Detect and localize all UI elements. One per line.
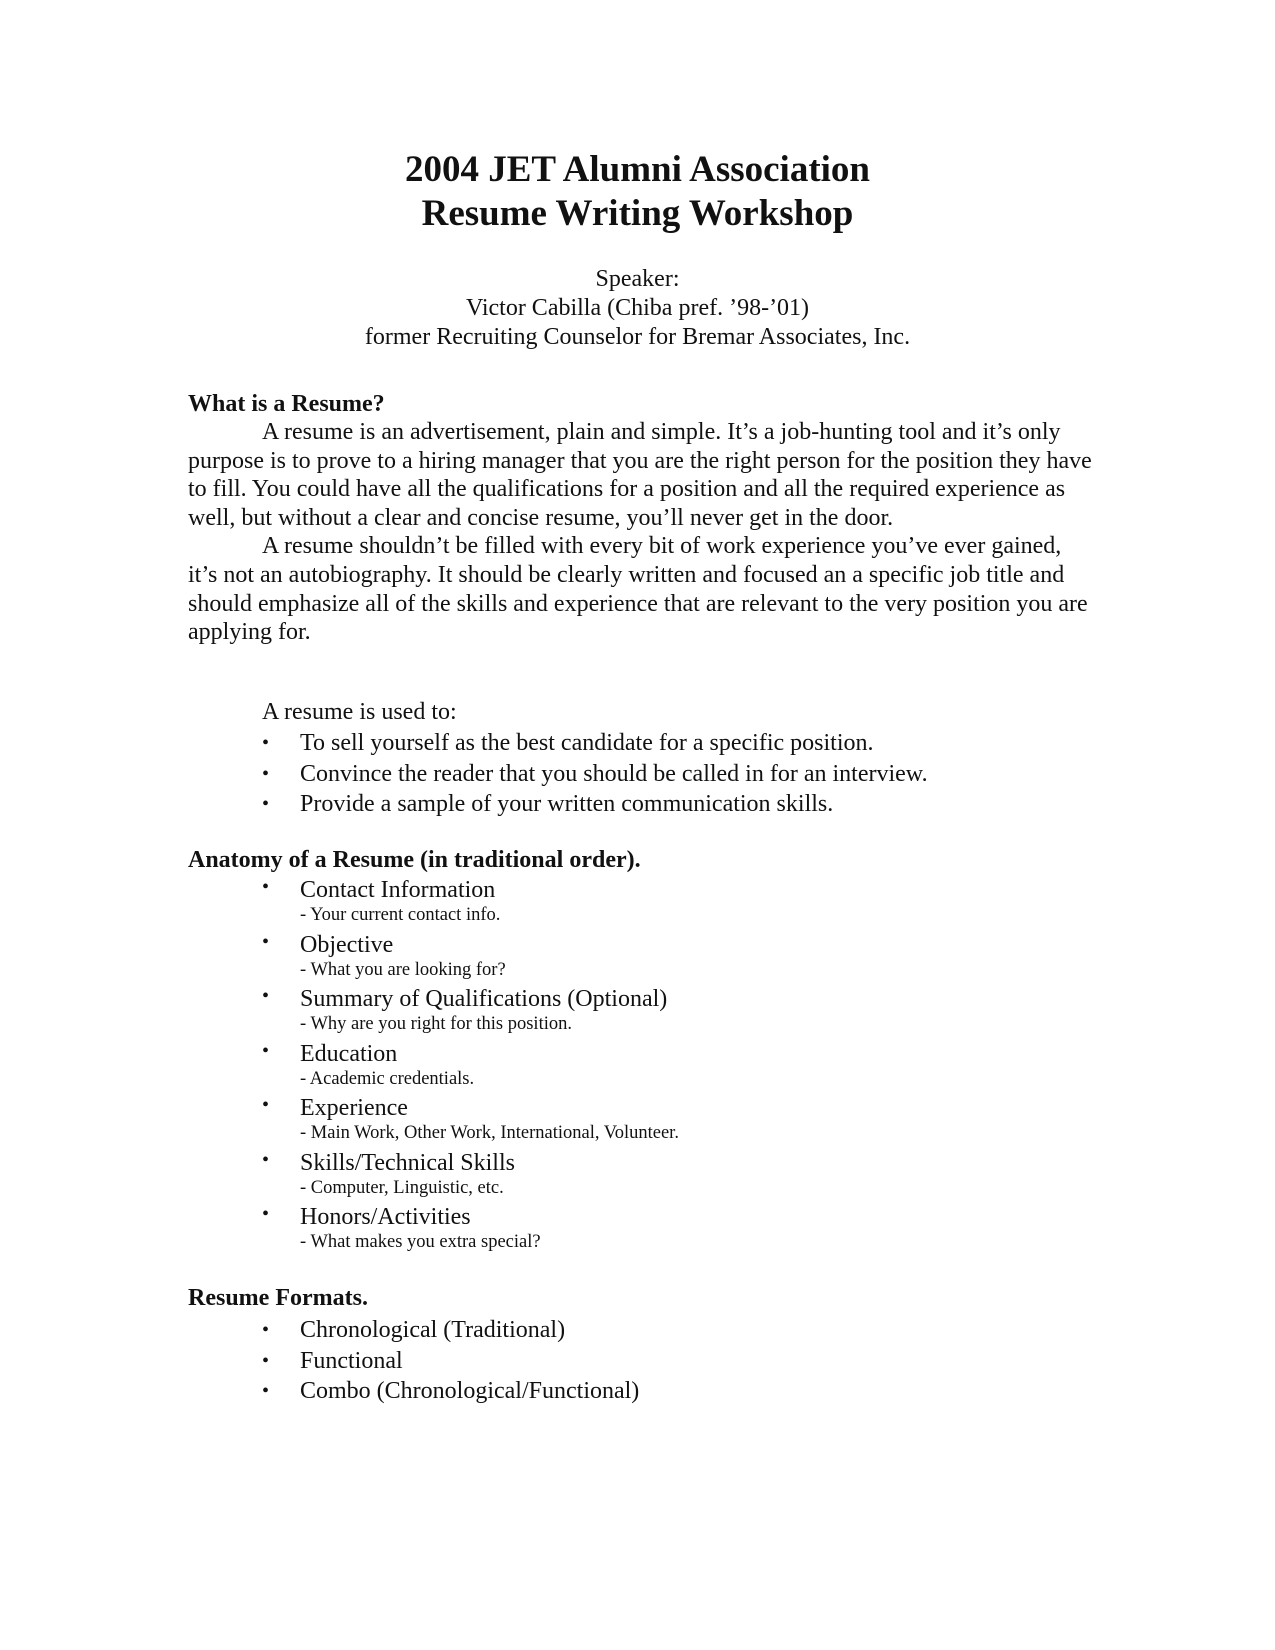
formats-list	[262, 1315, 1082, 1407]
section-heading: What is a Resume?	[188, 391, 385, 417]
title-line-2: Resume Writing Workshop	[421, 193, 854, 234]
list-item: • Functional	[262, 1346, 1082, 1377]
bullet-dot-icon: •	[262, 732, 270, 754]
bullet-dot-icon: •	[262, 1349, 270, 1372]
bullet-dot-icon: •	[262, 1380, 270, 1402]
list-item: • Skills/Technical Skills - Computer, Linguistic, etc.	[262, 1148, 515, 1198]
section-heading: Anatomy of a Resume (in traditional order).	[188, 847, 641, 873]
bullet-dot-icon: •	[262, 930, 270, 953]
uses-list	[262, 728, 1082, 820]
title-line-1: 2004 JET Alumni Association	[404, 149, 870, 190]
bullet-dot-icon: •	[262, 876, 270, 898]
speaker-name: Victor Cabilla (Chiba pref. ’98-’01)	[465, 295, 810, 321]
speaker-label: Speaker:	[595, 266, 680, 292]
section-heading: Resume Formats.	[188, 1285, 368, 1311]
section-what-is-resume	[188, 390, 1093, 647]
list-item: • Provide a sample of your written communication skills.	[262, 789, 1082, 820]
bullet-dot-icon: •	[262, 1203, 270, 1225]
bullet-dot-icon: •	[262, 1319, 270, 1341]
list-item: • Summary of Qualifications (Optional) - Why are you right for this position.	[262, 985, 668, 1034]
speaker-info	[0, 265, 1275, 352]
speaker-role: former Recruiting Counselor for Bremar Associates, Inc.	[364, 324, 911, 350]
list-item: • Chronological (Traditional)	[262, 1315, 1082, 1346]
list-item: • Objective - What you are looking for?	[262, 930, 506, 980]
list-item: • Education - Academic credentials.	[262, 1039, 475, 1089]
list-item: • To sell yourself as the best candidate for a specific position.	[262, 728, 1082, 759]
list-item: • Honors/Activities - What makes you extra special?	[262, 1203, 541, 1252]
uses-intro: A resume is used to:	[262, 699, 457, 725]
anatomy-list	[262, 876, 1082, 1258]
bullet-dot-icon: •	[262, 1094, 270, 1116]
list-item: • Contact Information - Your current contact info.	[262, 876, 501, 925]
section-anatomy	[188, 846, 1093, 874]
bullet-dot-icon: •	[262, 1148, 270, 1171]
bullet-dot-icon: •	[262, 762, 270, 785]
paragraph: A resume shouldn’t be filled with every bit of work experience you’ve ever gained, it’s not an autobiography. It should be clearly written and focused an a specific job title and should emphasize all of the skills and experience that are relevant to the very position you are applying for.	[188, 533, 1088, 646]
paragraph: A resume is an advertisement, plain and simple. It’s a job-hunting tool and it’s only purpose is to prove to a hiring manager that you are the right person for the position they have to fill. You could have all the qualifications for a position and all the required experience as well, but without a clear and concise resume, you’ll never get in the door.	[188, 419, 1092, 531]
section-formats	[188, 1284, 1093, 1312]
bullet-dot-icon: •	[262, 985, 270, 1007]
bullet-dot-icon: •	[262, 793, 270, 815]
list-item: • Combo (Chronological/Functional)	[262, 1376, 1082, 1407]
document-title	[0, 148, 1275, 236]
list-item: • Experience - Main Work, Other Work, International, Volunteer.	[262, 1094, 679, 1143]
bullet-dot-icon: •	[262, 1039, 270, 1062]
list-item: • Convince the reader that you should be called in for an interview.	[262, 759, 1082, 790]
